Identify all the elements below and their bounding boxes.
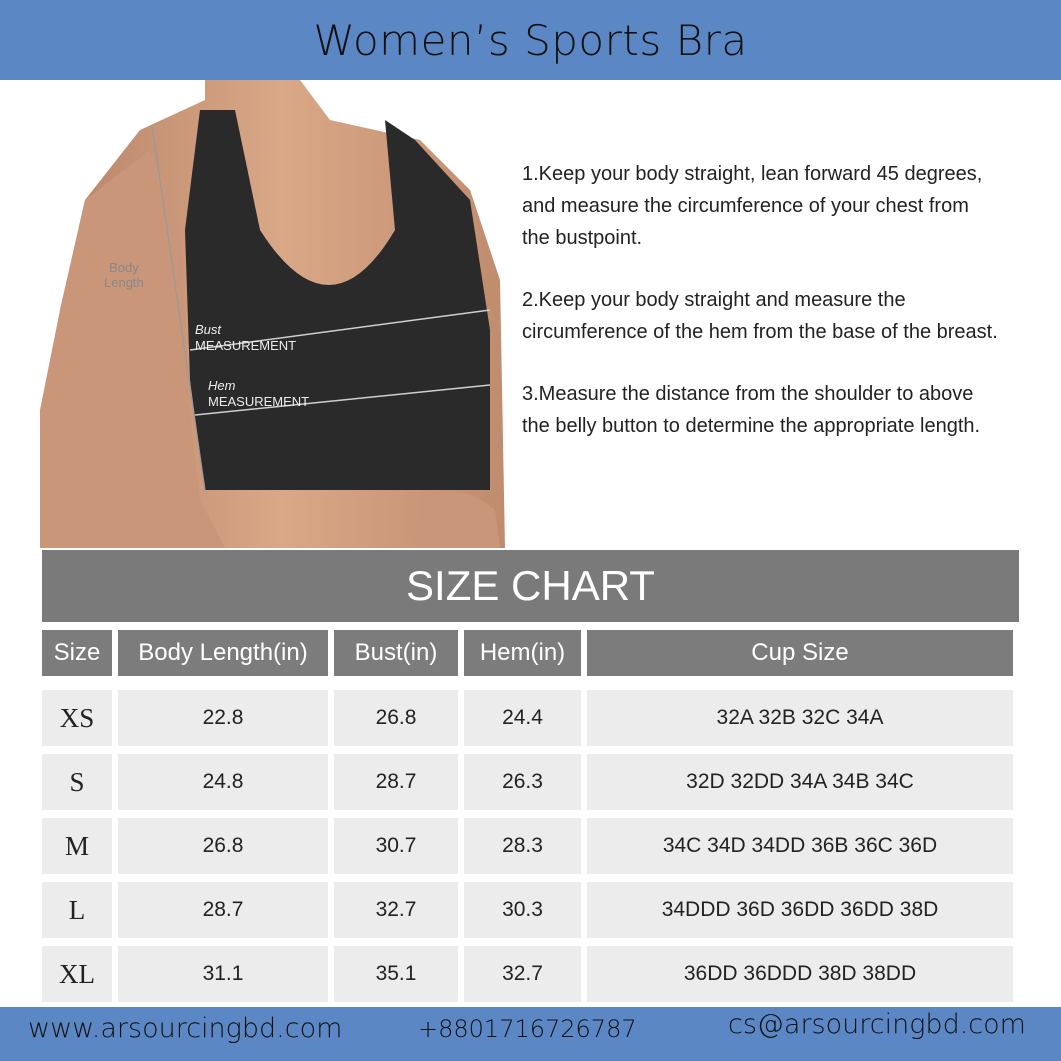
table-cell: 30.7 [334, 818, 458, 874]
table-row [42, 882, 1019, 938]
table-header-row [42, 630, 1019, 676]
table-cell: 24.4 [464, 690, 581, 746]
column-header: Hem(in) [464, 630, 581, 676]
body-length-label: Body Length [104, 260, 144, 290]
column-header: Cup Size [587, 630, 1013, 676]
table-cell: M [42, 818, 112, 874]
bust-measurement-label: Bust MEASUREMENT [195, 322, 297, 353]
table-row [42, 754, 1019, 810]
table-cell: 26.3 [464, 754, 581, 810]
model-photo [0, 80, 515, 548]
instruction-step-1: 1.Keep your body straight, lean forward 45 degrees, and measure the circumference of your chest from the bustpoint. [522, 163, 983, 249]
table-row [42, 690, 1019, 746]
table-cell: 34DDD 36D 36DD 36DD 38D [587, 882, 1013, 938]
size-chart [42, 550, 1019, 1008]
website-link[interactable]: www.arsourcingbd.com [28, 1013, 343, 1044]
sports-bra-model-illustration [0, 80, 515, 548]
table-row [42, 946, 1019, 1002]
table-cell: 22.8 [118, 690, 328, 746]
hem-measurement-label: Hem MEASUREMENT [208, 378, 310, 409]
table-cell: 32A 32B 32C 34A [587, 690, 1013, 746]
table-cell: 35.1 [334, 946, 458, 1002]
instruction-step-2: 2.Keep your body straight and measure the circumference of the hem from the base of the breast. [522, 289, 998, 343]
size-chart-title: SIZE CHART [406, 562, 655, 609]
table-cell: L [42, 882, 112, 938]
table-cell: S [42, 754, 112, 810]
column-header: Body Length(in) [118, 630, 328, 676]
table-cell: XS [42, 690, 112, 746]
email-link[interactable]: cs@arsourcingbd.com [728, 1009, 1026, 1040]
table-cell: 36DD 36DDD 38D 38DD [587, 946, 1013, 1002]
contact-footer [0, 1007, 1061, 1061]
table-cell: 31.1 [118, 946, 328, 1002]
size-chart-header [42, 550, 1019, 622]
table-cell: 28.3 [464, 818, 581, 874]
table-cell: 32.7 [334, 882, 458, 938]
table-cell: 32D 32DD 34A 34B 34C [587, 754, 1013, 810]
table-row [42, 818, 1019, 874]
table-cell: 30.3 [464, 882, 581, 938]
table-cell: 28.7 [118, 882, 328, 938]
title-banner [0, 0, 1061, 80]
column-header: Bust(in) [334, 630, 458, 676]
table-cell: 34C 34D 34DD 36B 36C 36D [587, 818, 1013, 874]
column-header: Size [42, 630, 112, 676]
table-cell: 32.7 [464, 946, 581, 1002]
table-cell: XL [42, 946, 112, 1002]
page-title: Women’s Sports Bra [313, 15, 748, 65]
measurement-instructions [522, 158, 1002, 472]
table-cell: 28.7 [334, 754, 458, 810]
table-cell: 24.8 [118, 754, 328, 810]
instruction-step-3: 3.Measure the distance from the shoulder to above the belly button to determine the appropriate length. [522, 383, 981, 437]
table-cell: 26.8 [334, 690, 458, 746]
table-cell: 26.8 [118, 818, 328, 874]
phone-number[interactable]: +8801716726787 [418, 1015, 637, 1043]
